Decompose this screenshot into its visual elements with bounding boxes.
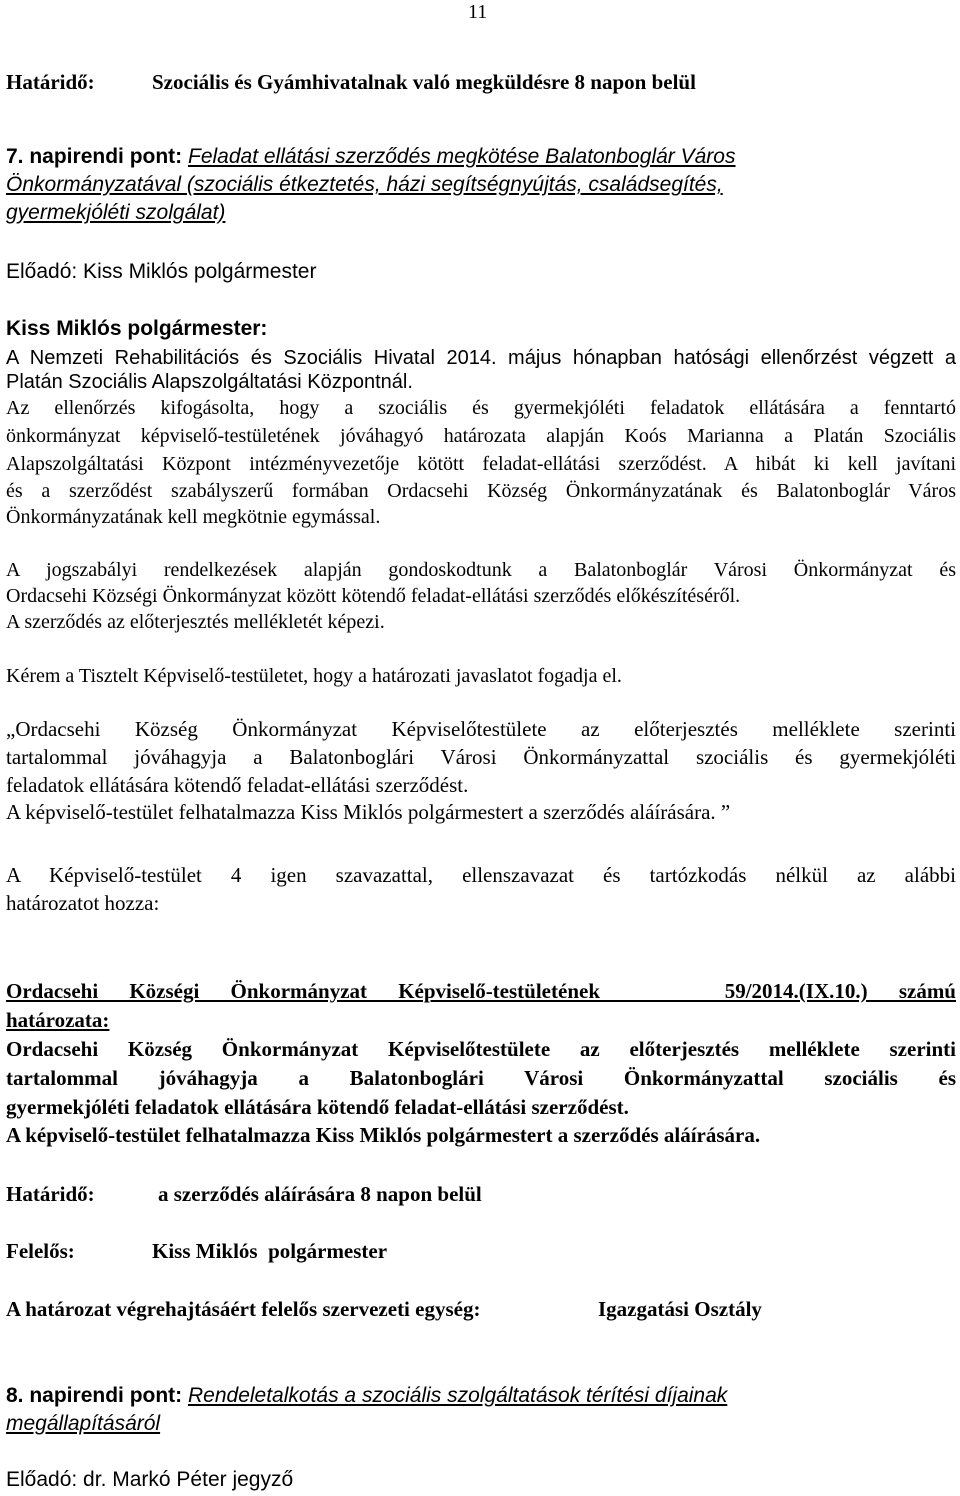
page-number: 11: [468, 1, 488, 23]
responsible-label: Felelős:: [6, 1239, 75, 1263]
item7-p2-line5: Önkormányzatának kell megkötnie egymással.: [6, 506, 381, 528]
item7-p3-line1: A jogszabályi rendelkezések alapján gondoskodtunk a Balatonboglár Városi Önkormányzat és: [6, 559, 956, 581]
item8-title-line2: megállapításáról: [6, 1412, 161, 1435]
resolution-line3: gyermekjóléti feladatok ellátására kötendő feladat-ellátási szerződést.: [6, 1095, 629, 1119]
item7-presenter: Előadó: Kiss Miklós polgármester: [6, 260, 317, 283]
item7-p2-line4: és a szerződést szabályszerű formában Ordacsehi Község Önkormányzatának és Balatonboglár Város: [6, 480, 956, 502]
item7-title-line1: Feladat ellátási szerződés megkötése Balatonboglár Város: [188, 145, 736, 168]
item7-p1-line2: Platán Szociális Alapszolgáltatási Központnál.: [6, 371, 413, 393]
resolution-heading-line2: határozata:: [6, 1008, 110, 1032]
item7-quote-line4: A képviselő-testület felhatalmazza Kiss Miklós polgármestert a szerződés aláírására. ”: [6, 800, 731, 824]
responsible-row: [6, 1241, 956, 1262]
item7-speaker: Kiss Miklós polgármester:: [6, 317, 268, 340]
item8-title-line1: Rendeletalkotás a szociális szolgáltatások térítési díjainak: [188, 1384, 728, 1407]
item8-presenter: Előadó: dr. Markó Péter jegyző: [6, 1468, 294, 1491]
unit-row: [6, 1299, 956, 1320]
deadline-row: [6, 1184, 956, 1205]
item7-p3-line2: Ordacsehi Községi Önkormányzat között kötendő feladat-ellátási szerződés előkészítéséről.: [6, 585, 741, 607]
resolution-line4: A képviselő-testület felhatalmazza Kiss Miklós polgármestert a szerződés aláírására.: [6, 1123, 761, 1147]
item7-prefix: 7. napirendi pont:: [6, 145, 188, 168]
item7-p2-line3: Alapszolgáltatási Központ intézményvezetője kötött feladat-ellátási szerződést. A hibát ki kell javítani: [6, 453, 956, 475]
responsible-value: Kiss Miklós polgármester: [152, 1239, 388, 1263]
item7-p2-line2: önkormányzat képviselő-testületének jóváhagyó határozata alapján Koós Marianna a Platán Szociális: [6, 425, 956, 447]
item8-title: [6, 1385, 956, 1406]
top-deadline-label: Határidő:: [6, 70, 95, 94]
deadline-value: a szerződés aláírására 8 napon belül: [158, 1182, 482, 1206]
deadline-label: Határidő:: [6, 1182, 95, 1206]
item7-p3-line3: A szerződés az előterjesztés mellékletét képezi.: [6, 611, 385, 633]
resolution-line1: Ordacsehi Község Önkormányzat Képviselőtestülete az előterjesztés melléklete szerinti: [6, 1037, 956, 1061]
resolution-line2: tartalommal jóváhagyja a Balatonboglári Városi Önkormányzattal szociális és: [6, 1066, 956, 1090]
item7-quote-line3: feladatok ellátására kötendő feladat-ellátási szerződést.: [6, 773, 469, 797]
resolution-heading-line1: Ordacsehi Községi Önkormányzat Képviselő-testületének 59/2014.(IX.10.) számú: [6, 979, 956, 1003]
item7-p4: Kérem a Tisztelt Képviselő-testületet, hogy a határozati javaslatot fogadja el.: [6, 665, 622, 687]
unit-label: A határozat végrehajtásáért felelős szervezeti egység:: [6, 1297, 481, 1321]
item8-prefix: 8. napirendi pont:: [6, 1384, 188, 1407]
vote-line2: határozatot hozza:: [6, 891, 160, 915]
item7-title-line2: Önkormányzatával (szociális étkeztetés, házi segítségnyújtás, családsegítés,: [6, 173, 723, 196]
item7-p2-line1: Az ellenőrzés kifogásolta, hogy a szociális és gyermekjóléti feladatok ellátására a fenntartó: [6, 397, 956, 419]
item7-quote-line1: „Ordacsehi Község Önkormányzat Képviselőtestülete az előterjesztés melléklete szerinti: [6, 717, 956, 741]
item7-title: [6, 146, 956, 167]
top-deadline: [6, 72, 956, 93]
unit-value: Igazgatási Osztály: [598, 1297, 762, 1321]
top-deadline-text: Szociális és Gyámhivatalnak való megküldésre 8 napon belül: [152, 70, 696, 94]
item7-quote-line2: tartalommal jóváhagyja a Balatonboglári Városi Önkormányzattal szociális és gyermekjóléti: [6, 745, 956, 769]
vote-line1: A Képviselő-testület 4 igen szavazattal, ellenszavazat és tartózkodás nélkül az alábbi: [6, 863, 956, 887]
item7-title-line3: gyermekjóléti szolgálat): [6, 201, 226, 224]
item7-p1-line1: A Nemzeti Rehabilitációs és Szociális Hivatal 2014. május hónapban hatósági ellenőrzést végzett a: [6, 347, 956, 369]
